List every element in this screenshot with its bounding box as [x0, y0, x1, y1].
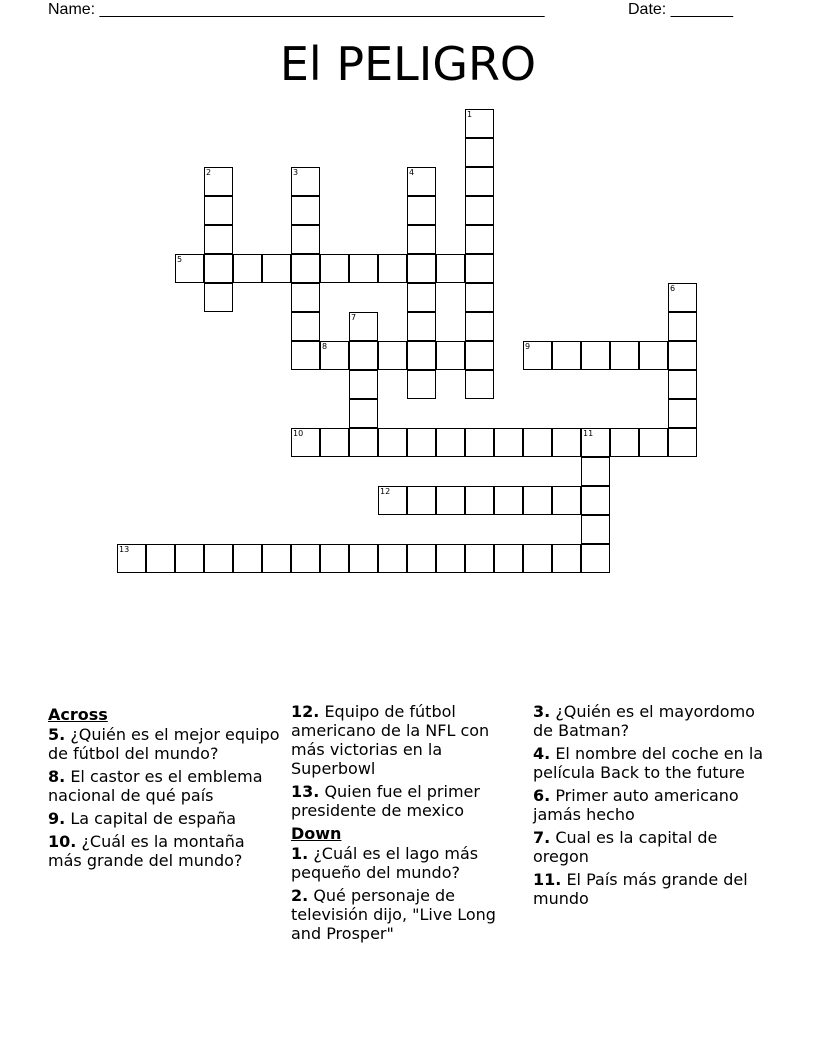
cell-number: 10: [293, 429, 304, 438]
grid-cell[interactable]: [465, 312, 494, 341]
grid-cell[interactable]: [581, 341, 610, 370]
grid-cell[interactable]: [407, 225, 436, 254]
grid-cell[interactable]: [407, 283, 436, 312]
name-label: Name:: [48, 1, 96, 18]
clue-number: 9.: [48, 809, 66, 828]
grid-cell[interactable]: [552, 341, 581, 370]
clue-text: Equipo de fútbol americano de la NFL con más victorias en la Superbowl: [291, 702, 490, 778]
cell-number: 8: [322, 342, 328, 351]
cell-number: 13: [119, 545, 130, 554]
grid-cell[interactable]: [465, 254, 494, 283]
grid-cell[interactable]: [378, 544, 407, 573]
clue-down-4: [533, 744, 768, 782]
clue-across-12: [291, 702, 523, 778]
grid-cell[interactable]: [349, 544, 378, 573]
grid-cell[interactable]: [436, 428, 465, 457]
grid-cell[interactable]: [668, 341, 697, 370]
grid-cell[interactable]: [668, 399, 697, 428]
grid-cell[interactable]: [465, 196, 494, 225]
grid-cell[interactable]: [320, 428, 349, 457]
grid-cell[interactable]: [465, 225, 494, 254]
date-blank[interactable]: _______: [670, 1, 733, 18]
grid-cell[interactable]: [291, 283, 320, 312]
date-label: Date:: [628, 1, 667, 18]
clue-down-2: [291, 886, 523, 943]
clue-across-10: [48, 832, 280, 870]
grid-cell[interactable]: [581, 544, 610, 573]
cell-number: 11: [583, 429, 594, 438]
grid-cell[interactable]: [668, 312, 697, 341]
clue-number: 6.: [533, 786, 551, 805]
clue-across-5: [48, 725, 280, 763]
grid-cell[interactable]: [523, 486, 552, 515]
grid-cell[interactable]: [668, 370, 697, 399]
clue-number: 8.: [48, 767, 66, 786]
grid-cell[interactable]: [465, 167, 494, 196]
grid-cell[interactable]: [349, 428, 378, 457]
clue-text: Quien fue el primer presidente de mexico: [291, 782, 480, 820]
grid-cell[interactable]: [407, 341, 436, 370]
clue-across-13: [291, 782, 523, 820]
grid-cell[interactable]: [204, 544, 233, 573]
grid-cell[interactable]: [639, 341, 668, 370]
clue-text: ¿Quién es el mejor equipo de fútbol del mundo?: [48, 725, 280, 763]
across-heading: Across: [48, 705, 108, 724]
grid-cell[interactable]: [204, 196, 233, 225]
clue-text: Cual es la capital de oregon: [533, 828, 718, 866]
grid-cell[interactable]: [407, 312, 436, 341]
clue-number: 12.: [291, 702, 320, 721]
grid-cell[interactable]: [465, 341, 494, 370]
grid-cell[interactable]: [146, 544, 175, 573]
name-line: [48, 0, 545, 20]
cell-number: 6: [670, 284, 676, 293]
cell-number: 1: [467, 110, 473, 119]
grid-cell[interactable]: [291, 196, 320, 225]
cell-number: 2: [206, 168, 212, 177]
clue-down-6: [533, 786, 768, 824]
clue-number: 11.: [533, 870, 562, 889]
cell-number: 12: [380, 487, 391, 496]
clue-number: 7.: [533, 828, 551, 847]
clues-column-3: [533, 702, 768, 912]
grid-cell[interactable]: [610, 341, 639, 370]
grid-cell[interactable]: [465, 283, 494, 312]
grid-cell[interactable]: [291, 544, 320, 573]
grid-cell[interactable]: [407, 486, 436, 515]
clue-text: ¿Quién es el mayordomo de Batman?: [533, 702, 755, 740]
clue-text: El castor es el emblema nacional de qué país: [48, 767, 263, 805]
grid-cell[interactable]: [581, 486, 610, 515]
clue-number: 4.: [533, 744, 551, 763]
grid-cell[interactable]: [320, 544, 349, 573]
cell-number: 3: [293, 168, 299, 177]
page-title: El PELIGRO: [279, 37, 537, 91]
clue-text: Qué personaje de televisión dijo, "Live Long and Prosper": [291, 886, 496, 943]
name-blank[interactable]: __________________________________________________: [99, 1, 545, 18]
grid-cell[interactable]: [552, 544, 581, 573]
grid-cell[interactable]: [494, 544, 523, 573]
grid-cell[interactable]: [291, 225, 320, 254]
grid-cell[interactable]: [465, 370, 494, 399]
grid-cell[interactable]: [465, 428, 494, 457]
grid-cell[interactable]: [262, 544, 291, 573]
clue-text: ¿Cuál es la montaña más grande del mundo?: [48, 832, 245, 870]
grid-cell[interactable]: [436, 486, 465, 515]
grid-cell[interactable]: [378, 341, 407, 370]
clue-text: ¿Cuál es el lago más pequeño del mundo?: [291, 844, 479, 882]
clue-number: 13.: [291, 782, 320, 801]
grid-cell[interactable]: [233, 254, 262, 283]
grid-cell[interactable]: [233, 544, 262, 573]
grid-cell[interactable]: [349, 399, 378, 428]
grid-cell[interactable]: [436, 254, 465, 283]
grid-cell[interactable]: [523, 544, 552, 573]
date-line: [628, 0, 733, 20]
clue-down-3: [533, 702, 768, 740]
clue-number: 10.: [48, 832, 77, 851]
clue-across-9: [48, 809, 280, 828]
clue-text: La capital de españa: [70, 809, 237, 828]
grid-cell[interactable]: [436, 341, 465, 370]
grid-cell[interactable]: [639, 428, 668, 457]
grid-cell[interactable]: [320, 254, 349, 283]
clue-number: 5.: [48, 725, 66, 744]
grid-cell[interactable]: [349, 254, 378, 283]
down-heading: Down: [291, 824, 342, 843]
clues-column-2: [291, 702, 523, 947]
grid-cell[interactable]: [349, 341, 378, 370]
cell-number: 4: [409, 168, 415, 177]
grid-cell[interactable]: [494, 486, 523, 515]
grid-cell[interactable]: [581, 457, 610, 486]
grid-cell[interactable]: [378, 428, 407, 457]
cell-number: 7: [351, 313, 357, 322]
grid-cell[interactable]: [465, 486, 494, 515]
clue-down-11: [533, 870, 768, 908]
grid-cell[interactable]: [465, 138, 494, 167]
grid-cell[interactable]: [552, 486, 581, 515]
grid-cell[interactable]: [407, 196, 436, 225]
grid-cell[interactable]: [378, 254, 407, 283]
clue-text: El nombre del coche en la película Back to the future: [533, 744, 764, 782]
grid-cell[interactable]: [407, 254, 436, 283]
grid-cell[interactable]: [349, 370, 378, 399]
clue-number: 3.: [533, 702, 551, 721]
grid-cell[interactable]: [204, 225, 233, 254]
grid-cell[interactable]: [581, 515, 610, 544]
grid-cell[interactable]: [291, 341, 320, 370]
grid-cell[interactable]: [291, 312, 320, 341]
clue-across-8: [48, 767, 280, 805]
grid-cell[interactable]: [668, 428, 697, 457]
grid-cell[interactable]: [175, 544, 204, 573]
grid-cell[interactable]: [407, 544, 436, 573]
clue-text: El País más grande del mundo: [533, 870, 748, 908]
clue-down-7: [533, 828, 768, 866]
clue-number: 1.: [291, 844, 309, 863]
grid-cell[interactable]: [465, 544, 494, 573]
cell-number: 5: [177, 255, 183, 264]
clue-number: 2.: [291, 886, 309, 905]
clues-column-1: [48, 702, 280, 874]
grid-cell[interactable]: [436, 544, 465, 573]
grid-cell[interactable]: [291, 254, 320, 283]
grid-cell[interactable]: [523, 428, 552, 457]
clue-down-1: [291, 844, 523, 882]
grid-cell[interactable]: [204, 283, 233, 312]
grid-cell[interactable]: [610, 428, 639, 457]
grid-cell[interactable]: [494, 428, 523, 457]
cell-number: 9: [525, 342, 531, 351]
grid-cell[interactable]: [552, 428, 581, 457]
grid-cell[interactable]: [407, 370, 436, 399]
grid-cell[interactable]: [262, 254, 291, 283]
grid-cell[interactable]: [407, 428, 436, 457]
grid-cell[interactable]: [204, 254, 233, 283]
clue-text: Primer auto americano jamás hecho: [533, 786, 739, 824]
